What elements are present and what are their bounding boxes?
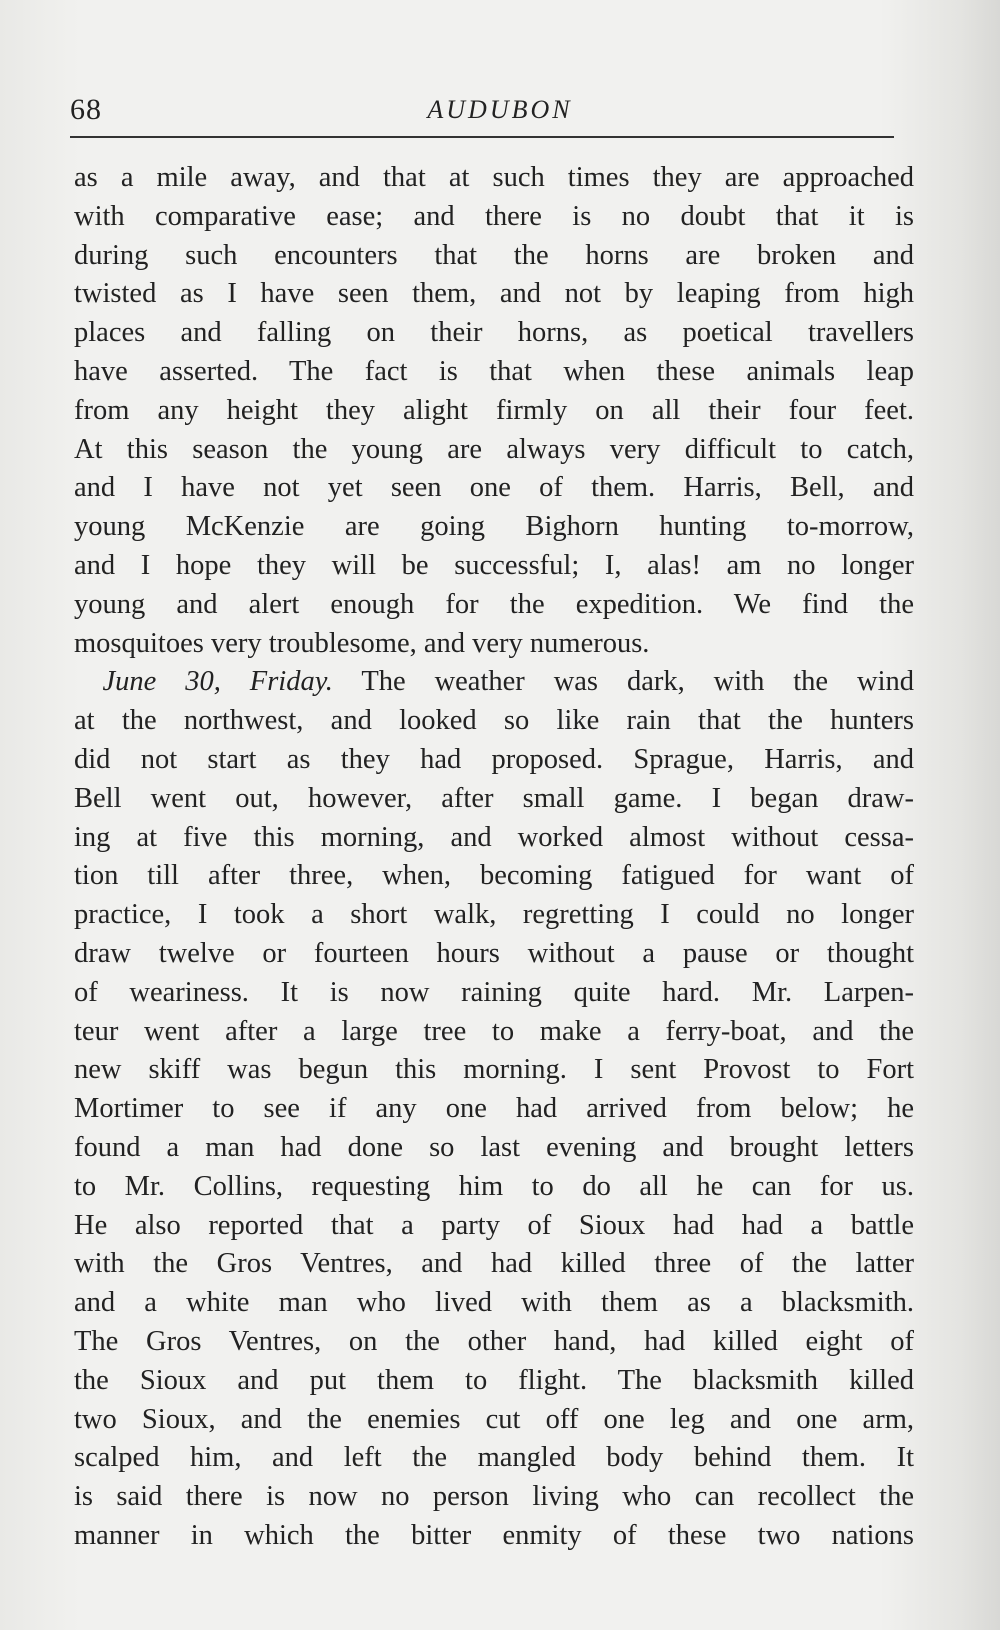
text-line: and I have not yet seen one of them. Harris, Bell, and	[74, 472, 914, 504]
text-line: Mortimer to see if any one had arrived from below; he	[74, 1093, 914, 1125]
text-line: The Gros Ventres, on the other hand, had killed eight of	[74, 1325, 914, 1357]
text-line: found a man had done so last evening and brought letters	[74, 1131, 914, 1163]
text-line: practice, I took a short walk, regretting I could no longer	[74, 899, 914, 931]
text-line: during such encounters that the horns are broken and	[74, 239, 914, 271]
text-line: the Sioux and put them to flight. The blacksmith killed	[74, 1364, 914, 1396]
text-line: ing at five this morning, and worked almost without cessa-	[74, 821, 914, 853]
body-text	[74, 159, 914, 1556]
text-line: young McKenzie are going Bighorn hunting to-morrow,	[74, 511, 914, 543]
text-line: places and falling on their horns, as poetical travellers	[74, 317, 914, 349]
text-line: Bell went out, however, after small game. I began draw-	[74, 782, 914, 814]
text-line: and I hope they will be successful; I, alas! am no longer	[74, 549, 914, 581]
header-rule	[70, 136, 894, 138]
text-line: young and alert enough for the expedition. We find the	[74, 588, 914, 620]
running-head: AUDUBON	[427, 95, 573, 124]
text-line: as a mile away, and that at such times they are approached	[74, 162, 914, 193]
text-line: At this season the young are always very difficult to catch,	[74, 433, 914, 465]
text-line: did not start as they had proposed. Sprague, Harris, and	[74, 743, 914, 775]
text-line: from any height they alight firmly on all their four feet.	[74, 394, 914, 426]
text-line: scalped him, and left the mangled body behind them. It	[74, 1442, 914, 1474]
text-line: manner in which the bitter enmity of these two nations	[74, 1519, 914, 1551]
text-line: with comparative ease; and there is no doubt that it is	[74, 200, 914, 232]
text-line: to Mr. Collins, requesting him to do all he can for us.	[74, 1170, 914, 1202]
text-line: He also reported that a party of Sioux had had a battle	[74, 1209, 914, 1241]
paragraph-last-line: mosquitoes very troublesome, and very numerous.	[74, 627, 650, 659]
page-header	[70, 92, 890, 132]
text-line: with the Gros Ventres, and had killed three of the latter	[74, 1248, 914, 1280]
text-line: and a white man who lived with them as a blacksmith.	[74, 1287, 914, 1319]
text-line: draw twelve or fourteen hours without a pause or thought	[74, 937, 914, 969]
text-line: tion till after three, when, becoming fatigued for want of	[74, 860, 914, 892]
text-line: twisted as I have seen them, and not by leaping from high	[74, 278, 914, 310]
date-label: June 30, Friday.	[102, 666, 333, 698]
dated-paragraph-first-line	[74, 663, 914, 702]
text-line: teur went after a large tree to make a ferry-boat, and the	[74, 1015, 914, 1047]
text-line: new skiff was begun this morning. I sent Provost to Fort	[74, 1054, 914, 1086]
text-line: two Sioux, and the enemies cut off one leg and one arm,	[74, 1403, 914, 1435]
text-line: have asserted. The fact is that when these animals leap	[74, 355, 914, 387]
text-line: at the northwest, and looked so like rain that the hunters	[74, 705, 914, 737]
text-line: is said there is now no person living who can recollect the	[74, 1481, 914, 1513]
text-line: of weariness. It is now raining quite hard. Mr. Larpen-	[74, 976, 914, 1008]
date-line-text: The weather was dark, with the wind	[332, 666, 915, 698]
page-number: 68	[70, 93, 102, 126]
